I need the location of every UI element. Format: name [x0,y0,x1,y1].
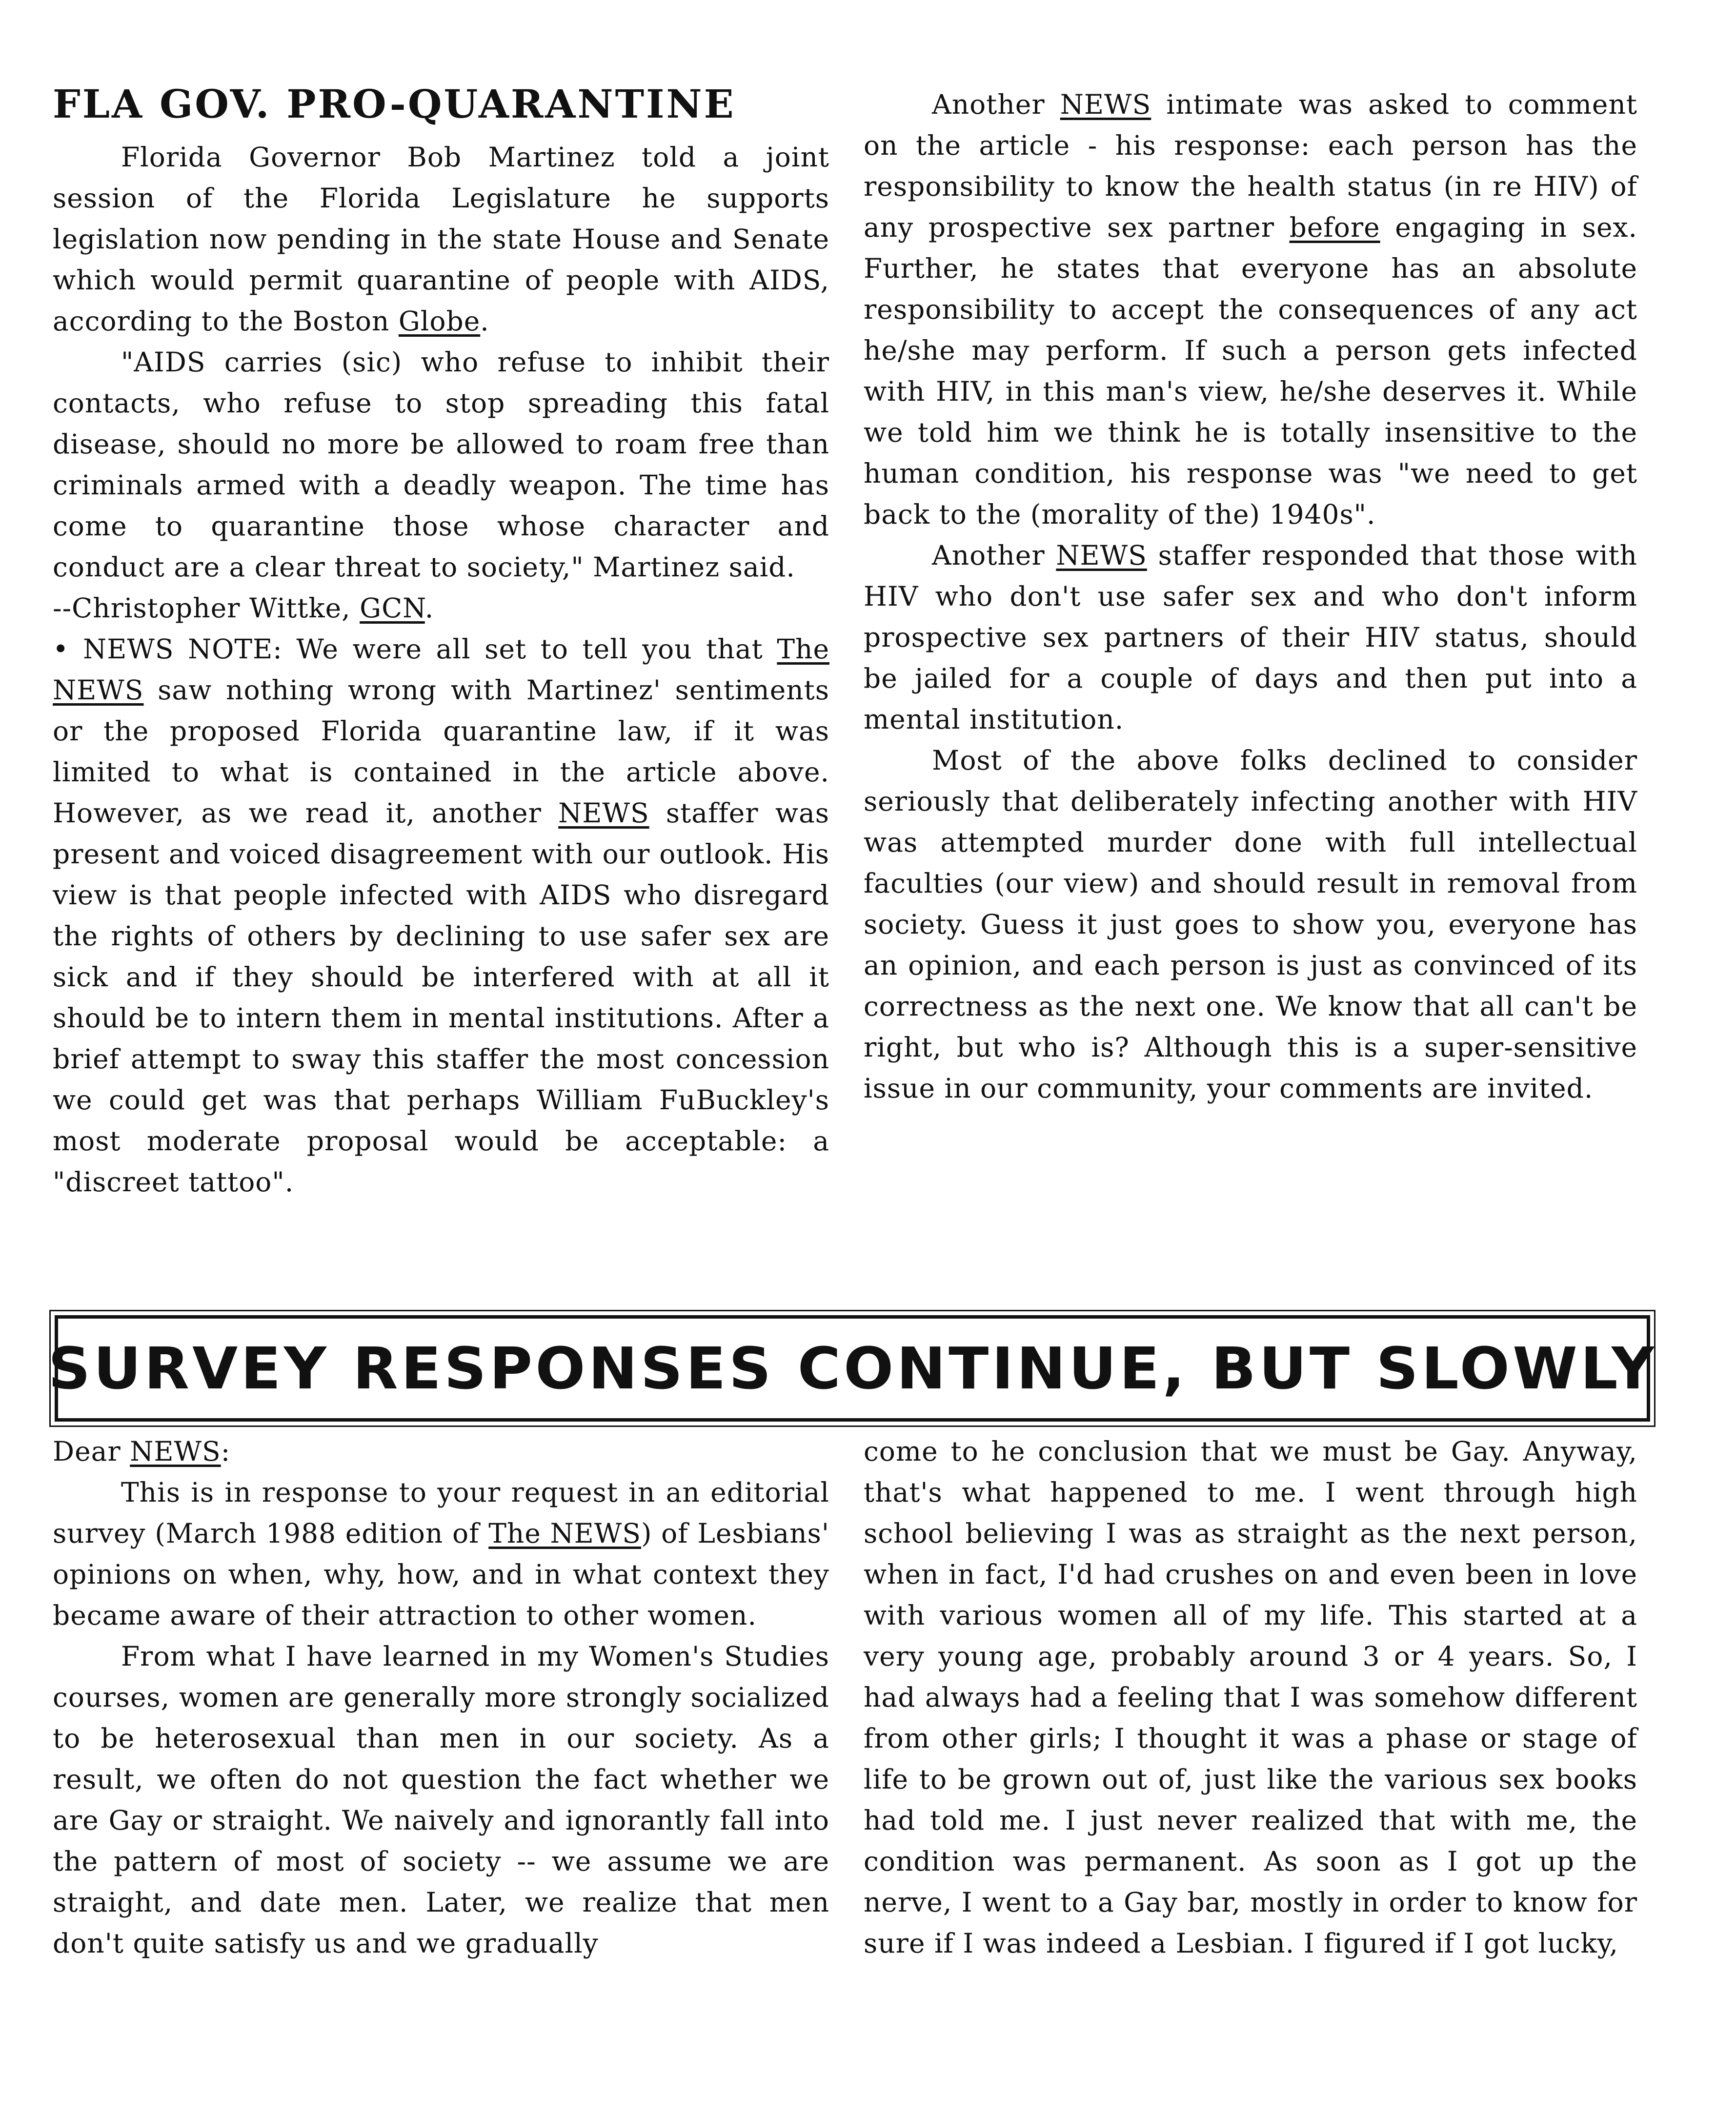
text-run: ) of Lesbians' opinions on when, why, how, and in what context they became aware of their attraction to other women. [53,1518,829,1631]
letter-salutation [53,1431,829,1472]
article2-right-column [864,1431,1637,1964]
publication-name: The NEWS [53,633,829,706]
text-run: Dear [53,1436,130,1467]
text-run: staffer responded that those with HIV who don't use safer sex and who don't inform prospective sex partners of their HIV status, should be jailed for a couple of days and then put into a mental institution. [864,540,1637,735]
news-note [53,629,829,1202]
text-run: Florida Governor Bob Martinez told a joint session of the Florida Legislature he supports legislation now pending in the state House and Senate which would permit quarantine of people with AIDS, according to the Boston [53,142,829,337]
publication-name: NEWS [130,1436,221,1467]
section-banner [48,1315,1657,1422]
letter-paragraph: come to he conclusion that we must be Gay. Anyway, that's what happened to me. I went through high school believing I was as straight as the next person, when in fact, I'd had crushes on and even been in love with various women all of my life. This started at a very young age, probably around 3 or 4 years. So, I had always had a feeling that I was somehow different from other girls; I thought it was a phase or stage of life to be grown out of, just like the various sex books had told me. I just never realized that with me, the condition was permanent. As soon as I got up the nerve, I went to a Gay bar, mostly in order to know for sure if I was indeed a Lesbian. I figured if I got lucky, [864,1436,1637,1959]
publication-name: NEWS [1060,89,1151,120]
byline-author: --Christopher Wittke, [53,592,360,624]
article1-paragraph [864,535,1637,740]
text-run: engaging in sex. Further, he states that everyone has an absolute responsibility to accept the consequences of any act he/she may perform. If such a person gets infected with HIV, in this man's view, he/she deserves it. While we told him we think he is totally insensitive to the human condition, his response was "we need to get back to the (morality of the) 1940s". [864,212,1637,530]
text-run: This is in response to your request in an editorial survey (March 1988 edition of [53,1477,829,1549]
letter-paragraph: From what I have learned in my Women's Studies courses, women are generally more strongly socialized to be heterosexual than men in our society. As a result, we often do not question the fact whether we are Gay or straight. We naively and ignorantly fall into the pattern of most of society -- we assume we are straight, and date men. Later, we realize that men don't quite satisfy us and we gradually [53,1641,829,1959]
article1-paragraph [864,84,1637,535]
banner-title: SURVEY RESPONSES CONTINUE, BUT SLOWLY [48,1335,1657,1402]
text-run: . [424,592,434,624]
publication-name: NEWS [558,797,649,829]
article-headline: FLA GOV. PRO-QUARANTINE [53,81,736,127]
letter-paragraph [53,1472,829,1636]
text-run: intimate was asked to comment on the article - his response: each person has the responsibility to know the health status (in re HIV) of any prospective sex partner [864,89,1638,243]
publication-name: Globe [398,305,481,337]
article1-quote: "AIDS carries (sic) who refuse to inhibit their contacts, who refuse to stop spreading this fatal disease, should no more be allowed to roam free than criminals armed with a deadly weapon. The time has come to quarantine those whose character and conduct are a clear threat to society," Martinez said. [53,346,829,583]
article1-right-column [864,84,1637,1109]
article1-byline [53,588,829,629]
emphasis: before [1289,212,1380,243]
article1-paragraph: Most of the above folks declined to consider seriously that deliberately infecting another with HIV was attempted murder done with full intellectual faculties (our view) and should result in removal from society. Guess it just goes to show you, everyone has an opinion, and each person is just as convinced of its correctness as the next one. We know that all can't be right, but who is? Although this is a super-sensitive issue in our community, your comments are invited. [864,745,1637,1104]
publication-name: The NEWS [488,1518,642,1549]
text-run: Another [932,540,1056,571]
text-run: : [221,1436,231,1467]
article1-paragraph [53,137,829,342]
text-run: staffer was present and voiced disagreement with our outlook. His view is that people infected with AIDS who disregard the rights of others by declining to use safer sex are sick and if they should be interfered with at all it should be to intern them in mental institutions. After a brief attempt to sway this staffer the most concession we could get was that perhaps William FuBuckley's most moderate proposal would be acceptable: a "discreet tattoo". [53,797,829,1198]
text-run: . [480,305,489,337]
article1-left-column [53,137,829,1202]
publication-name: NEWS [1056,540,1147,571]
article2-left-column [53,1431,829,1964]
text-run: • NEWS NOTE: We were all set to tell you that [53,633,777,665]
text-run: Another [932,89,1060,120]
byline-source: GCN [360,592,425,624]
text-run: saw nothing wrong with Martinez' sentiments or the proposed Florida quarantine law, if it was limited to what is contained in the article above. However, as we read it, another [53,674,829,829]
